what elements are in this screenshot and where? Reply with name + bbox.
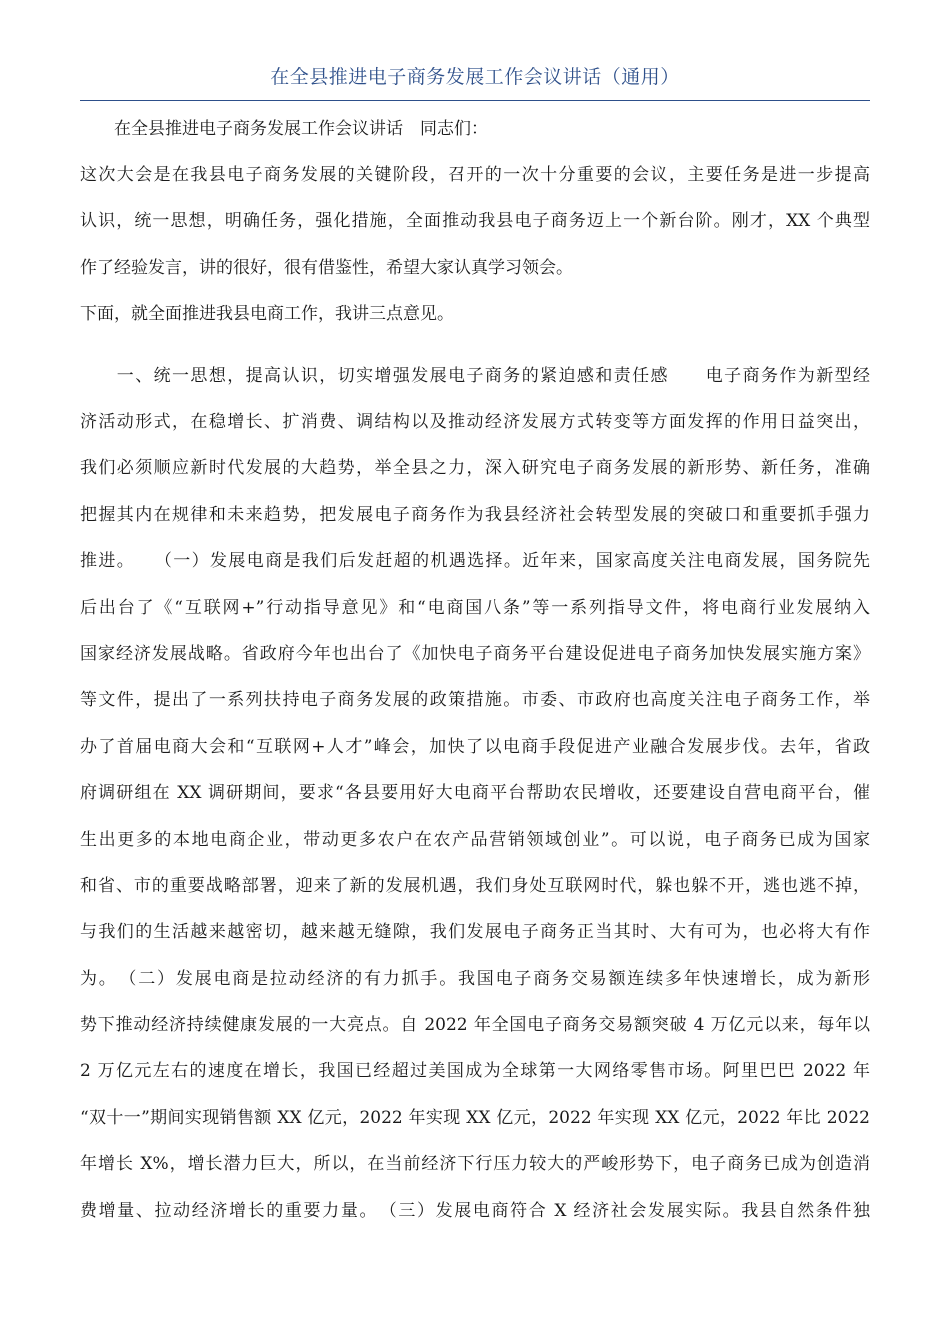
- body-line: 势下推动经济持续健康发展的一大亮点。自 2022 年全国电子商务交易额突破 4 万亿元以来，每年以: [80, 1015, 870, 1035]
- body-line: 为。 （二）发展电商是拉动经济的有力抓手。我国电子商务交易额连续多年快速增长，成为新形: [80, 969, 870, 989]
- body-line: 在全县推进电子商务发展工作会议讲话 同志们：: [80, 119, 488, 139]
- body-line: “双十一”期间实现销售额 XX 亿元，2022 年实现 XX 亿元，2022 年实现 XX 亿元，2022 年比 2022: [80, 1108, 870, 1128]
- document-title: 在全县推进电子商务发展工作会议讲话（通用）: [270, 66, 680, 88]
- body-line: 这次大会是在我县电子商务发展的关键阶段，召开的一次十分重要的会议，主要任务是进一步提高: [80, 165, 870, 185]
- body-line: 把握其内在规律和未来趋势，把发展电子商务作为我县经济社会转型发展的突破口和重要抓手强力: [80, 505, 870, 525]
- body-line: 府调研组在 XX 调研期间，要求“各县要用好大电商平台帮助农民增收，还要建设自营电商平台，催: [80, 783, 870, 803]
- title-divider: [80, 100, 870, 101]
- body-line: 认识，统一思想，明确任务，强化措施，全面推动我县电子商务迈上一个新台阶。刚才，XX 个典型: [80, 211, 870, 231]
- body-line: 我们必须顺应新时代发展的大趋势，举全县之力，深入研究电子商务发展的新形势、新任务，准确: [80, 458, 870, 478]
- body-line: 等文件，提出了一系列扶持电子商务发展的政策措施。市委、市政府也高度关注电子商务工作，举: [80, 690, 870, 710]
- body-line: 济活动形式，在稳增长、扩消费、调结构以及推动经济发展方式转变等方面发挥的作用日益突出，: [80, 412, 870, 432]
- body-line: 年增长 X%，增长潜力巨大，所以，在当前经济下行压力较大的严峻形势下，电子商务已成为创造消: [80, 1154, 870, 1174]
- body-line: 2 万亿元左右的速度在增长，我国已经超过美国成为全球第一大网络零售市场。阿里巴巴 2022 年: [80, 1061, 870, 1081]
- body-line: 办了首届电商大会和“互联网+人才”峰会，加快了以电商手段促进产业融合发展步伐。去年，省政: [80, 737, 870, 757]
- body-line: 国家经济发展战略。省政府今年也出台了《加快电子商务平台建设促进电子商务加快发展实施方案》: [80, 644, 870, 664]
- body-line: 推进。 （一）发展电商是我们后发赶超的机遇选择。近年来，国家高度关注电商发展，国务院先: [80, 551, 870, 571]
- body-line: 与我们的生活越来越密切，越来越无缝隙，我们发展电子商务正当其时、大有可为，也必将大有作: [80, 922, 870, 942]
- body-line: 作了经验发言，讲的很好，很有借鉴性，希望大家认真学习领会。: [80, 258, 573, 278]
- body-line: 和省、市的重要战略部署，迎来了新的发展机遇，我们身处互联网时代，躲也躲不开，逃也逃不掉，: [80, 876, 870, 896]
- body-line: 后出台了《“互联网+”行动指导意见》和“电商国八条”等一系列指导文件，将电商行业发展纳入: [80, 598, 870, 618]
- body-line: 费增量、拉动经济增长的重要力量。 （三）发展电商符合 X 经济社会发展实际。我县自然条件独: [80, 1201, 870, 1221]
- body-line: 下面，就全面推进我县电商工作，我讲三点意见。: [80, 304, 454, 324]
- body-line: 一、统一思想，提高认识，切实增强发展电子商务的紧迫感和责任感 电子商务作为新型经: [80, 366, 870, 386]
- body-line: 生出更多的本地电商企业，带动更多农户在农产品营销领域创业”。可以说，电子商务已成为国家: [80, 830, 870, 850]
